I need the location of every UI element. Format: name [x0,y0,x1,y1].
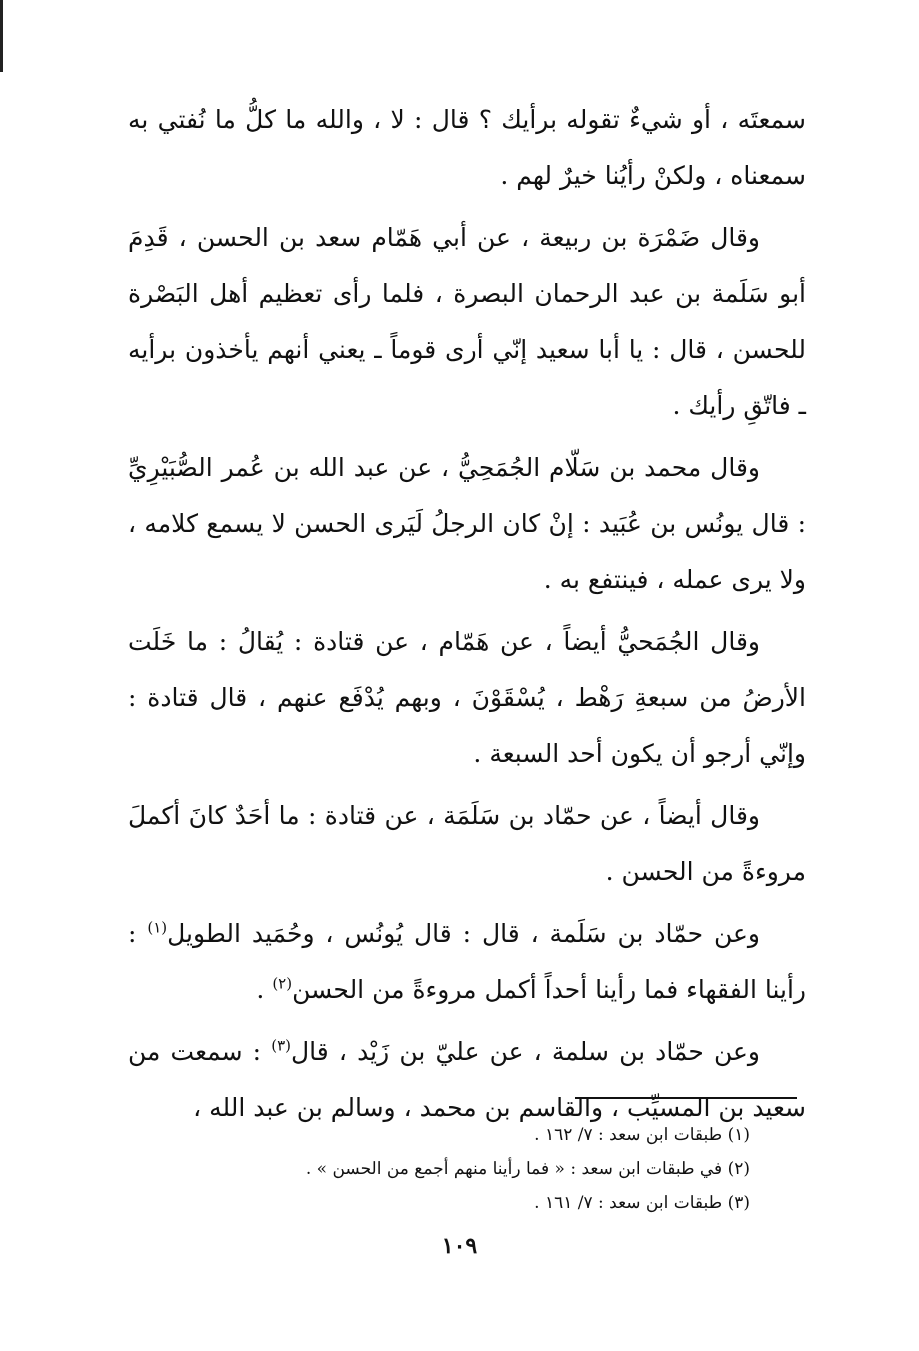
paragraph-6-part-2: : رأينا الفقهاء فما رأينا أحداً أكمل مروءةً من الحسن [128,919,806,1004]
page-body [128,92,806,1142]
paragraph-4: وقال الجُمَحيُّ أيضاً ، عن هَمّام ، عن قتادة : يُقالُ : ما خَلَت الأرضُ من سبعةِ رَهْط ، يُسْقَوْنَ ، وبهم يُدْفَع عنهم ، قال قتادة : وإنّي أرجو أن يكون أحد السبعة . [128,627,806,768]
paragraph-3: وقال محمد بن سَلّام الجُمَحِيُّ ، عن عبد الله بن عُمر الصُّبَيْرِيِّ : قال يونُس بن عُبَيد : إنْ كان الرجلُ لَيَرى الحسن لا يسمع كلامه ، ولا يرى عمله ، فينتفع به . [128,453,806,594]
paragraph-7-part-2: : سمعت من سعيد بن المسيِّب ، والقاسم بن محمد ، وسالم بن عبد الله ، [128,1037,806,1122]
paragraph-5: وقال أيضاً ، عن حمّاد بن سَلَمَة ، عن قتادة : ما أحَدٌ كانَ أكملَ مروءةً من الحسن . [128,801,806,886]
footnote-ref-3: (٣) [271,1036,292,1055]
paragraph-2: وقال ضَمْرَة بن ربيعة ، عن أبي هَمّام سعد بن الحسن ، قَدِمَ أبو سَلَمة بن عبد الرحمان البصرة ، فلما رأى تعظيم أهل البَصْرة للحسن ، قال : يا أبا سعيد إنّي أرى قوماً ـ يعني أنهم يأخذون برأيه ـ فاتّقِ رأيك . [128,223,806,420]
footnote-divider [575,1097,797,1099]
footnotes [250,1118,750,1220]
paragraph-1: سمعتَه ، أو شيءٌ تقوله برأيك ؟ قال : لا ، والله ما كلُّ ما نُفتي به سمعناه ، ولكنْ رأيُنا خيرٌ لهم . [128,105,806,190]
paragraph-6 [128,906,806,1018]
footnote-ref-1: (١) [147,918,168,937]
paragraph-7-part-1: وعن حمّاد بن سلمة ، عن عليّ بن زَيْد ، قال [291,1037,760,1066]
paragraph-6-part-3: . [256,975,273,1004]
footnote-3: (٣) طبقات ابن سعد : ٧/ ١٦١ . [534,1193,750,1213]
page-number: ١٠٩ [441,1233,478,1259]
paragraph-6-part-1: وعن حمّاد بن سَلَمة ، قال : قال يُونُس ، وحُمَيد الطويل [167,919,760,948]
page-edge-mark [0,0,3,72]
footnote-1: (١) طبقات ابن سعد : ٧/ ١٦٢ . [534,1125,750,1145]
footnote-ref-2: (٢) [272,974,293,993]
footnote-2: (٢) في طبقات ابن سعد : « فما رأينا منهم أجمع من الحسن » . [305,1159,750,1179]
